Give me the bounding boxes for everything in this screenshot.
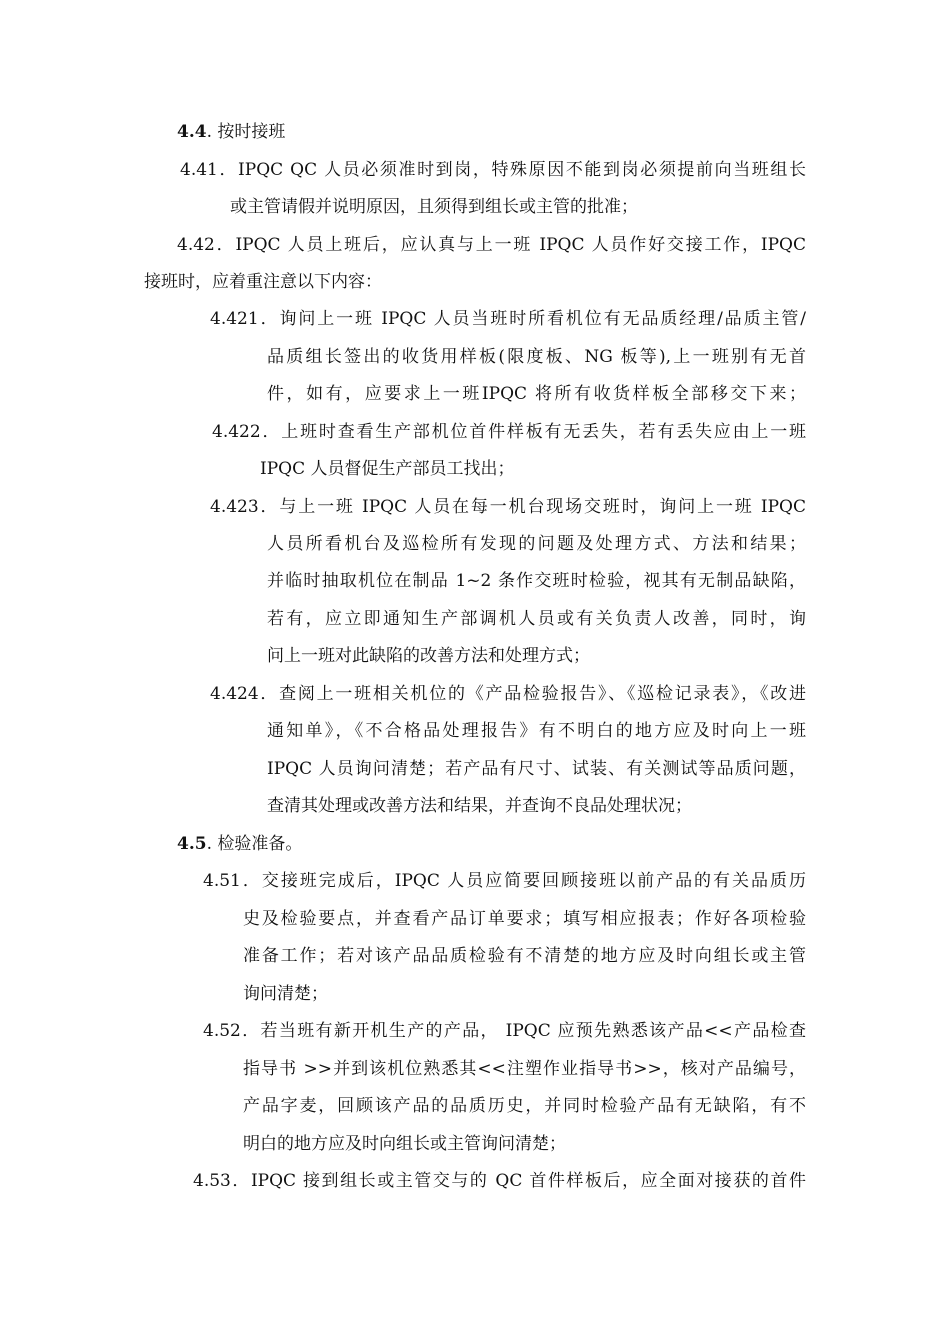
paragraph-4-424-line-4: 查清其处理或改善方法和结果，并查询不良品处理状况；: [267, 796, 692, 816]
paragraph-4-423-line-4: 若有，应立即通知生产部调机人员或有关负责人改善，同时，询: [267, 609, 806, 629]
paragraph-4-52-line-4: 明白的地方应及时向组长或主管询问清楚；: [243, 1134, 566, 1154]
paragraph-4-423-line-1: 4.423．与上一班 IPQC 人员在每一机台现场交班时，询问上一班 IPQC: [210, 497, 806, 517]
paragraph-4-51-line-1: 4.51．交接班完成后，IPQC 人员应简要回顾接班以前产品的有关品质历: [203, 871, 806, 891]
paragraph-4-52-line-2: 指导书 >>并到该机位熟悉其<<注塑作业指导书>>，核对产品编号，: [243, 1059, 806, 1079]
paragraph-4-52-line-1: 4.52．若当班有新开机生产的产品， IPQC 应预先熟悉该产品<<产品检查: [203, 1021, 806, 1041]
section-title: . 按时接班: [206, 122, 286, 142]
paragraph-4-421-line-2: 品质组长签出的收货用样板(限度板、NG 板等),上一班别有无首: [267, 347, 806, 367]
paragraph-4-423-line-5: 问上一班对此缺陷的改善方法和处理方式；: [267, 646, 590, 666]
paragraph-4-51-line-4: 询问清楚；: [243, 984, 328, 1004]
paragraph-4-51-line-2: 史及检验要点，并查看产品订单要求；填写相应报表；作好各项检验: [243, 909, 806, 929]
paragraph-4-42-line-2: 接班时，应着重注意以下内容：: [144, 272, 382, 292]
section-number: 4.5: [177, 834, 207, 854]
section-number: 4.4: [177, 122, 207, 142]
paragraph-4-424-line-1: 4.424．查阅上一班相关机位的《产品检验报告》、《巡检记录表》，《改进: [210, 684, 806, 704]
paragraph-4-41-line-2: 或主管请假并说明原因，且须得到组长或主管的批准；: [230, 197, 638, 217]
paragraph-4-51-line-3: 准备工作；若对该产品品质检验有不清楚的地方应及时向组长或主管: [243, 946, 806, 966]
paragraph-4-422-line-2: IPQC 人员督促生产部员工找出；: [260, 459, 515, 479]
paragraph-4-421-line-3: 件，如有，应要求上一班IPQC 将所有收货样板全部移交下来；: [267, 384, 806, 404]
section-heading-4-5: [177, 832, 302, 856]
paragraph-4-52-line-3: 产品字麦，回顾该产品的品质历史，并同时检验产品有无缺陷，有不: [243, 1096, 806, 1116]
paragraph-4-422-line-1: 4.422．上班时查看生产部机位首件样板有无丢失，若有丢失应由上一班: [212, 422, 806, 442]
section-title: . 检验准备。: [206, 834, 303, 854]
paragraph-4-53-line-1: 4.53．IPQC 接到组长或主管交与的 QC 首件样板后，应全面对接获的首件: [193, 1171, 806, 1191]
paragraph-4-41-line-1: 4.41．IPQC QC 人员必须准时到岗，特殊原因不能到岗必须提前向当班组长: [180, 160, 806, 180]
paragraph-4-423-line-2: 人员所看机台及巡检所有发现的问题及处理方式、方法和结果；: [267, 534, 806, 554]
paragraph-4-424-line-2: 通知单》，《不合格品处理报告》有不明白的地方应及时向上一班: [267, 721, 806, 741]
paragraph-4-424-line-3: IPQC 人员询问清楚；若产品有尺寸、试装、有关测试等品质问题，: [267, 759, 806, 779]
paragraph-4-421-line-1: 4.421．询问上一班 IPQC 人员当班时所看机位有无品质经理/品质主管/: [210, 309, 806, 329]
paragraph-4-423-line-3: 并临时抽取机位在制品 1~2 条作交班时检验，视其有无制品缺陷，: [267, 571, 806, 591]
paragraph-4-42-line-1: 4.42．IPQC 人员上班后，应认真与上一班 IPQC 人员作好交接工作，IPQC: [177, 235, 806, 255]
section-heading-4-4: [177, 120, 285, 144]
